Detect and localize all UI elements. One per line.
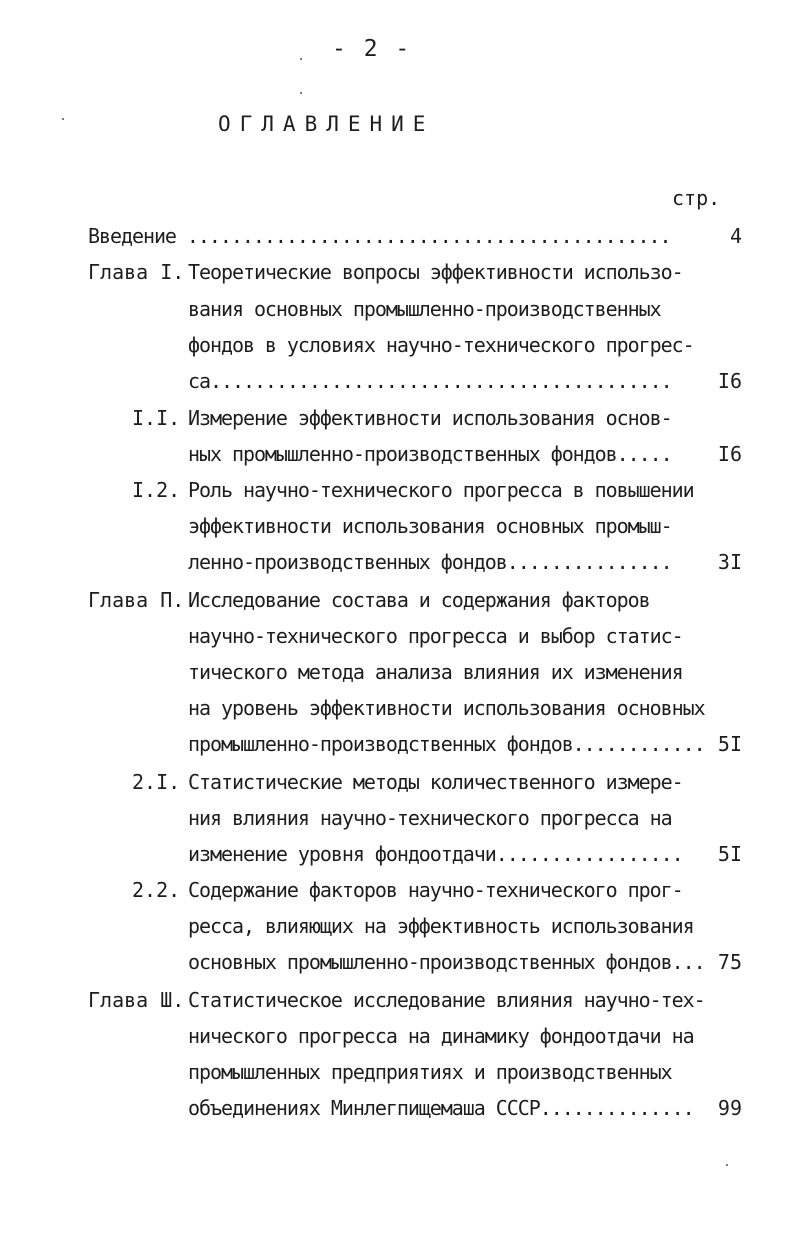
toc-entry-text: Статистические методы количественного измере- xyxy=(188,770,683,794)
toc-page-number: 3I xyxy=(717,550,742,574)
toc-entry-text: Измерение эффективности использования основ- xyxy=(188,406,672,430)
page-column-label: стр. xyxy=(672,186,721,210)
scan-speck xyxy=(300,58,302,60)
toc-entry-text: эффективности использования основных промыш- xyxy=(188,514,672,538)
toc-entry-text: ния влияния научно-технического прогресса на xyxy=(188,806,672,830)
toc-title: ОГЛАВЛЕНИЕ xyxy=(218,112,435,136)
toc-page-number: 5I xyxy=(717,732,742,756)
toc-entry-text: нического прогресса на динамику фондоотдачи на xyxy=(188,1024,694,1048)
toc-entry-text: са.......................................... xyxy=(188,369,683,393)
toc-chapter-number: Глава Ш. xyxy=(88,988,185,1012)
scan-speck xyxy=(300,92,302,94)
toc-entry-text: Теоретические вопросы эффективности использо- xyxy=(188,260,683,284)
toc-page-number: I6 xyxy=(717,442,742,466)
toc-entry-text: вания основных промышленно-производственных xyxy=(188,297,661,321)
toc-entry-text: тического метода анализа влияния их изменения xyxy=(188,660,683,684)
toc-section-number: I.I. xyxy=(132,406,181,430)
toc-section-number: I.2. xyxy=(132,478,181,502)
scan-speck xyxy=(726,1164,728,1166)
toc-entry-text: фондов в условиях научно-технического прогрес- xyxy=(188,333,694,357)
toc-page-number: 99 xyxy=(717,1096,742,1120)
toc-entry-text: объединениях Минлегпищемаша СССР.............. xyxy=(188,1096,694,1120)
page-number: - 2 - xyxy=(332,36,412,62)
toc-entry-text: научно-технического прогресса и выбор статис- xyxy=(188,624,683,648)
toc-entry-text: основных промышленно-производственных фондов... xyxy=(188,950,705,974)
toc-entry-text: ресса, влияющих на эффективность использования xyxy=(188,914,694,938)
toc-entry-text: промышленно-производственных фондов............ xyxy=(188,732,705,756)
toc-page-number: I6 xyxy=(717,369,742,393)
toc-entry-text: на уровень эффективности использования основных xyxy=(188,696,705,720)
toc-entry-text: Исследование состава и содержания факторов xyxy=(188,588,650,612)
toc-entry-text: Содержание факторов научно-технического прог- xyxy=(188,878,683,902)
scan-speck xyxy=(62,118,64,120)
toc-entry-text: Роль научно-технического прогресса в повышении xyxy=(188,478,694,502)
toc-entry-text: ленно-производственных фондов............... xyxy=(188,550,672,574)
toc-entry-text: ных промышленно-производственных фондов..... xyxy=(188,442,672,466)
toc-page-number: 4 xyxy=(729,224,742,248)
toc-chapter-number: Глава I. xyxy=(88,260,185,284)
toc-chapter-number: Глава П. xyxy=(88,588,185,612)
toc-entry-text: промышленных предприятиях и производственных xyxy=(188,1060,672,1084)
toc-entry-text: изменение уровня фондоотдачи................. xyxy=(188,842,683,866)
toc-section-number: 2.I. xyxy=(132,770,181,794)
toc-page-number: 75 xyxy=(717,950,742,974)
toc-section-number: 2.2. xyxy=(132,878,181,902)
toc-entry-text: Статистическое исследование влияния научно-тех- xyxy=(188,988,705,1012)
toc-entry-text: Введение ............................................ xyxy=(88,224,671,248)
toc-page-number: 5I xyxy=(717,842,742,866)
